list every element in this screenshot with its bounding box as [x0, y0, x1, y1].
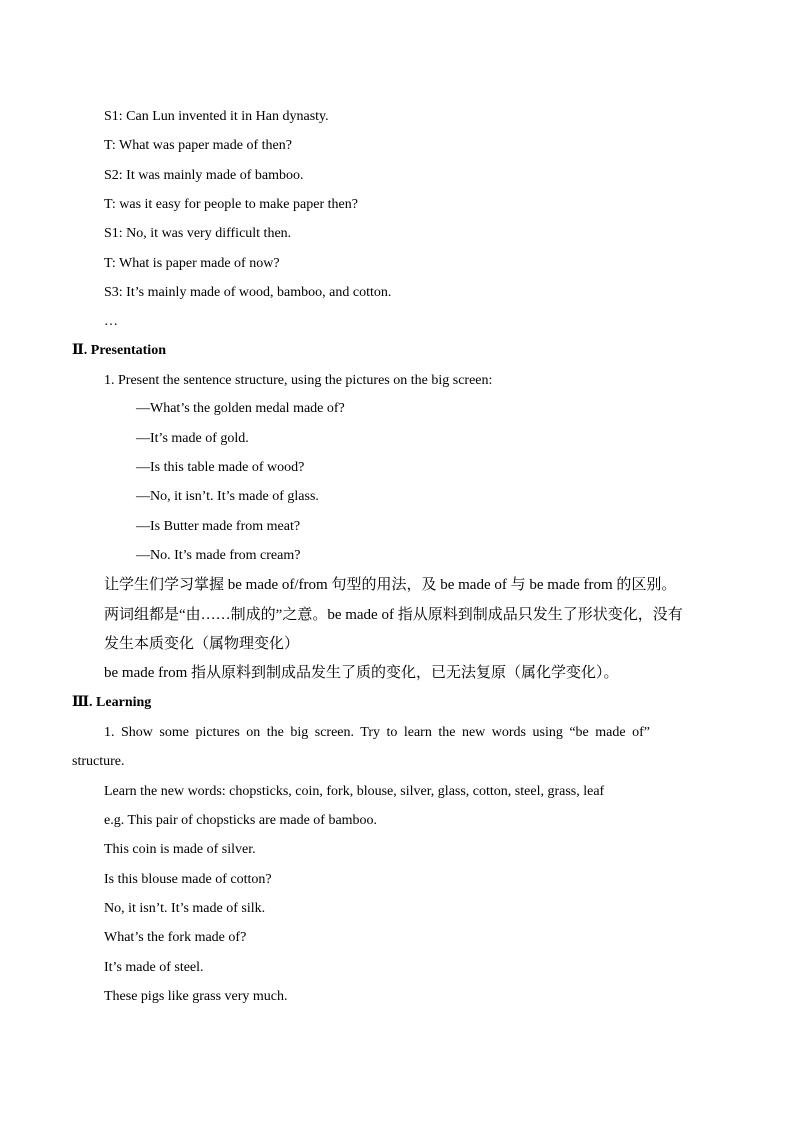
learning-line: No, it isn’t. It’s made of silk.	[104, 901, 266, 916]
chinese-note: 发生本质变化（属物理变化）	[104, 636, 300, 652]
chinese-note: be made from 指从原料到制成品发生了质的变化，已无法复原（属化学变化）。	[104, 665, 619, 681]
learning-line: This coin is made of silver.	[104, 842, 256, 857]
dialogue-line: S1: Can Lun invented it in Han dynasty.	[104, 109, 329, 124]
learning-line: Learn the new words: chopsticks, coin, fork, blouse, silver, glass, cotton, steel, grass, leaf	[104, 784, 605, 799]
dialogue-line: S2: It was mainly made of bamboo.	[104, 168, 304, 183]
example-line: —Is Butter made from meat?	[136, 519, 301, 534]
learning-step-continued: structure.	[72, 754, 125, 769]
example-line: —No, it isn’t. It’s made of glass.	[136, 489, 319, 504]
example-line: —It’s made of gold.	[136, 431, 249, 446]
section-heading-learning: Ⅲ. Learning	[72, 695, 152, 710]
learning-line: These pigs like grass very much.	[104, 989, 288, 1004]
dialogue-line: T: What was paper made of then?	[104, 138, 292, 153]
learning-step: 1. Show some pictures on the big screen. Try to learn the new words using “be made of”	[104, 725, 650, 740]
example-line: —Is this table made of wood?	[136, 460, 305, 475]
dialogue-line: S1: No, it was very difficult then.	[104, 226, 292, 241]
example-line: —What’s the golden medal made of?	[136, 401, 345, 416]
presentation-step: 1. Present the sentence structure, using the pictures on the big screen:	[104, 373, 493, 388]
chinese-note: 两词组都是“由……制成的”之意。be made of 指从原料到制成品只发生了形状变化，没有	[104, 607, 683, 623]
dialogue-line: T: What is paper made of now?	[104, 256, 280, 271]
dialogue-line: S3: It’s mainly made of wood, bamboo, and cotton.	[104, 285, 392, 300]
learning-line: Is this blouse made of cotton?	[104, 872, 272, 887]
learning-line: What’s the fork made of?	[104, 930, 247, 945]
learning-line: e.g. This pair of chopsticks are made of bamboo.	[104, 813, 378, 828]
example-line: —No. It’s made from cream?	[136, 548, 301, 563]
learning-line: It’s made of steel.	[104, 960, 204, 975]
section-heading-presentation: Ⅱ. Presentation	[72, 343, 166, 358]
ellipsis: …	[104, 314, 118, 329]
chinese-note: 让学生们学习掌握 be made of/from 句型的用法，及 be made of 与 be made from 的区别。	[104, 577, 677, 593]
dialogue-line: T: was it easy for people to make paper then?	[104, 197, 358, 212]
